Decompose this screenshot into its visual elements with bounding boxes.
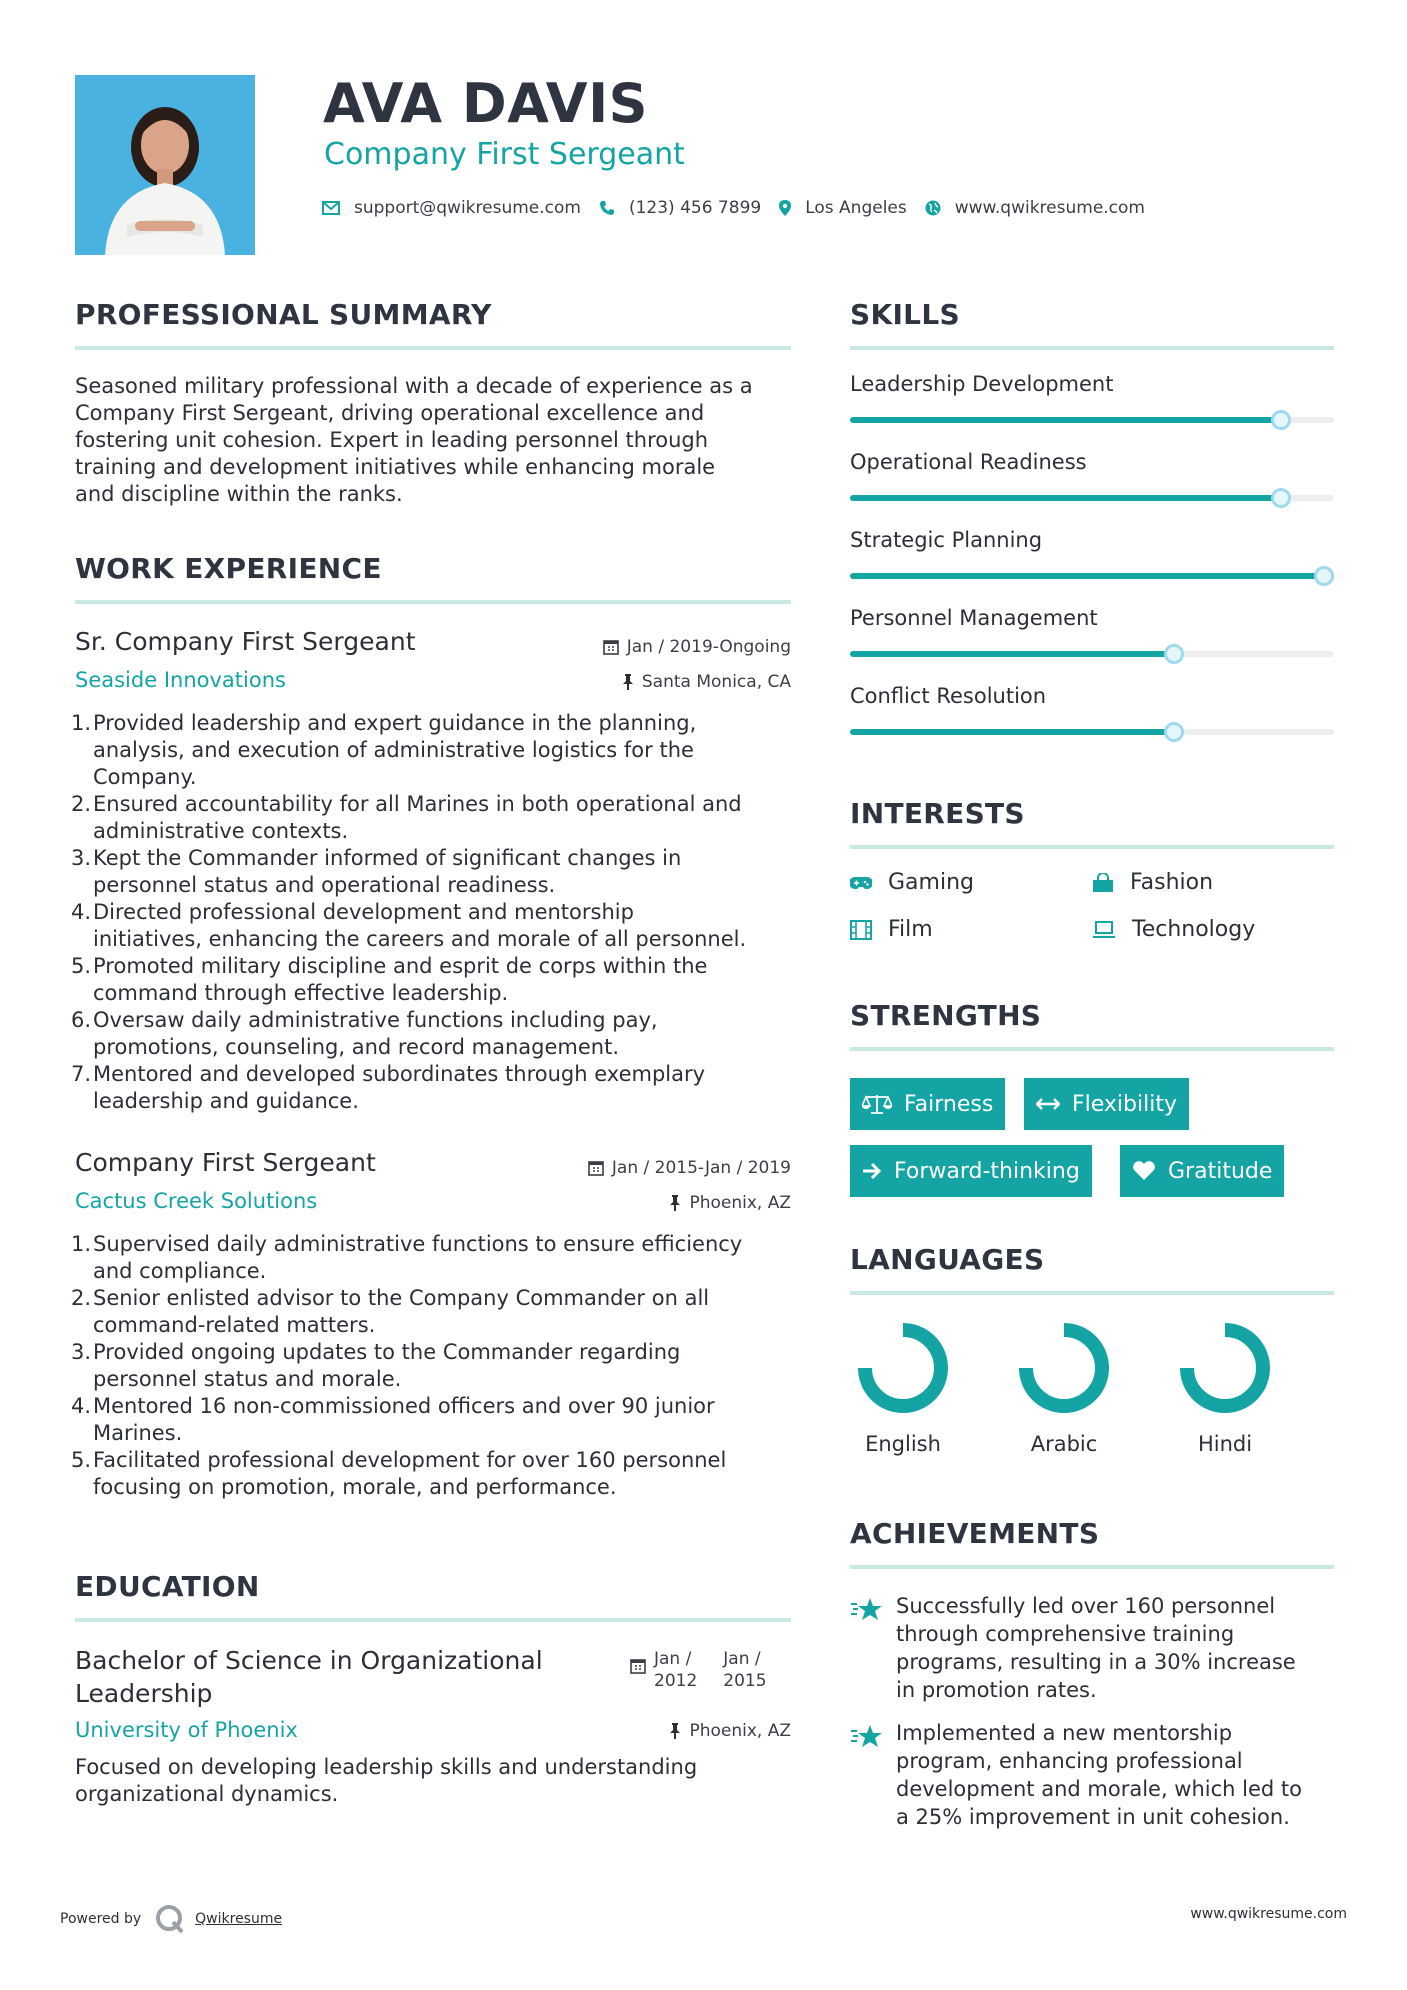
footer-powered-by: [60, 1904, 282, 1934]
candidate-title: Company First Sergeant: [324, 137, 685, 172]
film-icon: [850, 920, 872, 940]
education-start-month: Jan /: [654, 1649, 692, 1669]
skills-list: [850, 372, 1334, 762]
duty-line: administrative contexts.: [93, 819, 349, 843]
duty-item: [71, 1339, 800, 1393]
calendar-icon: [603, 639, 619, 655]
duty-item: [71, 791, 800, 845]
skill-level-fill: [850, 651, 1174, 657]
interest-film: [850, 917, 933, 942]
education-dates: [630, 1648, 767, 1692]
interest-label: Gaming: [888, 870, 974, 895]
skill-level-handle: [1164, 644, 1184, 664]
duty-number: 1.: [71, 1232, 92, 1256]
summary-line: Company First Sergeant, driving operational excellence and: [75, 401, 705, 425]
skill-row: [850, 606, 1334, 684]
duty-line: Oversaw daily administrative functions including pay,: [93, 1008, 658, 1032]
duty-number: 4.: [71, 1394, 92, 1418]
interest-label: Film: [888, 917, 933, 942]
job-duties: [71, 1231, 800, 1501]
skill-level-fill: [850, 495, 1281, 501]
language-item: [1011, 1320, 1131, 1456]
language-level-arc: [1187, 1330, 1263, 1406]
skill-track: [850, 573, 1334, 579]
duty-item: [71, 1007, 800, 1061]
skill-level-handle: [1164, 722, 1184, 742]
skill-label: Leadership Development: [850, 372, 1114, 396]
skill-label: Conflict Resolution: [850, 684, 1047, 708]
duty-item: [71, 953, 800, 1007]
languages-list: [850, 1320, 1334, 1470]
job-date: [588, 1158, 791, 1178]
star-award-icon: [850, 1596, 884, 1622]
summary-rule: [75, 346, 791, 350]
phone-icon: [599, 200, 615, 216]
skill-track: [850, 495, 1334, 501]
arrows-horizontal-icon: [1036, 1097, 1060, 1111]
degree-title: [75, 1644, 543, 1710]
calendar-icon: [630, 1658, 646, 1674]
contact-phone[interactable]: [599, 198, 761, 218]
contact-website[interactable]: [925, 198, 1145, 218]
job-date-text: Jan / 2019-Ongoing: [626, 637, 791, 657]
skill-label: Personnel Management: [850, 606, 1098, 630]
duty-line: personnel status and operational readiness.: [93, 873, 556, 897]
duty-number: 4.: [71, 900, 92, 924]
achievement-text: [896, 1592, 1296, 1704]
achievement-line: development and morale, which led to: [896, 1777, 1302, 1801]
duty-item: [71, 845, 800, 899]
interests-rule: [850, 845, 1334, 849]
job-location-text: Phoenix, AZ: [689, 1193, 791, 1213]
achievement-line: a 25% improvement in unit cohesion.: [896, 1805, 1290, 1829]
interest-label: Technology: [1132, 917, 1256, 942]
strength-flexibility: [1024, 1078, 1189, 1130]
achievement-line: Successfully led over 160 personnel: [896, 1594, 1276, 1618]
calendar-icon: [588, 1160, 604, 1176]
duty-line: Ensured accountability for all Marines in both operational and: [93, 792, 742, 816]
summary-line: fostering unit cohesion. Expert in leading personnel through: [75, 428, 709, 452]
duty-line: personnel status and morale.: [93, 1367, 402, 1391]
language-ring: [850, 1320, 970, 1420]
website-text: www.qwikresume.com: [954, 198, 1145, 218]
education-end-year: 2015: [723, 1671, 767, 1691]
education-start-year: 2012: [654, 1671, 698, 1691]
strengths-heading: STRENGTHS: [850, 999, 1042, 1032]
shopping-bag-icon: [1092, 873, 1114, 893]
skill-row: [850, 372, 1334, 450]
strength-forward-thinking: [850, 1145, 1092, 1197]
education-end: [723, 1648, 766, 1692]
duty-line: Provided leadership and expert guidance in the planning,: [93, 711, 697, 735]
duty-line: command through effective leadership.: [93, 981, 509, 1005]
duty-line: promotions, counseling, and record management.: [93, 1035, 619, 1059]
job-duties: [71, 710, 800, 1115]
summary-text: [75, 373, 795, 508]
contact-bar: [322, 195, 1163, 221]
summary-line: and discipline within the ranks.: [75, 482, 403, 506]
job-location-text: Santa Monica, CA: [641, 672, 791, 692]
map-marker-icon: [779, 200, 791, 216]
languages-rule: [850, 1291, 1334, 1295]
duty-line: focusing on promotion, morale, and performance.: [93, 1475, 617, 1499]
contact-email[interactable]: [322, 198, 581, 218]
achievement-line: through comprehensive training: [896, 1622, 1235, 1646]
strength-gratitude: [1120, 1145, 1284, 1197]
duty-item: [71, 899, 800, 953]
duty-line: initiatives, enhancing the careers and morale of all personnel.: [93, 927, 747, 951]
achievement-text: [896, 1719, 1302, 1831]
duty-line: Promoted military discipline and esprit de corps within the: [93, 954, 708, 978]
achievement-line: program, enhancing professional: [896, 1749, 1243, 1773]
job-location: [669, 1193, 791, 1213]
duty-number: 3.: [71, 846, 92, 870]
duty-line: Directed professional development and mentorship: [93, 900, 634, 924]
achievement-item: [850, 1592, 1296, 1704]
duty-item: [71, 1231, 800, 1285]
duty-line: Senior enlisted advisor to the Company Commander on all: [93, 1286, 710, 1310]
education-end-month: Jan /: [723, 1649, 761, 1669]
interests-heading: INTERESTS: [850, 797, 1025, 830]
school-location: [669, 1721, 791, 1741]
duty-item: [71, 1285, 800, 1339]
laptop-icon: [1092, 921, 1116, 939]
skill-row: [850, 684, 1334, 762]
summary-line: training and development initiatives while enhancing morale: [75, 455, 716, 479]
experience-heading: WORK EXPERIENCE: [75, 552, 382, 585]
candidate-name: AVA DAVIS: [323, 72, 649, 135]
interest-label: Fashion: [1130, 870, 1214, 895]
duty-number: 5.: [71, 954, 92, 978]
footer-website[interactable]: www.qwikresume.com: [1190, 1906, 1347, 1922]
skill-level-handle: [1271, 488, 1291, 508]
strength-label: Forward-thinking: [894, 1158, 1080, 1184]
phone-text: (123) 456 7899: [628, 198, 762, 218]
achievement-item: [850, 1719, 1302, 1831]
degree-line: Bachelor of Science in Organizational: [75, 1646, 543, 1675]
skill-level-handle: [1271, 410, 1291, 430]
profile-photo: [75, 75, 255, 255]
job-company: Seaside Innovations: [75, 668, 286, 692]
duty-line: Facilitated professional development for over 160 personnel: [93, 1448, 727, 1472]
degree-line: Leadership: [75, 1679, 213, 1708]
skills-heading: SKILLS: [850, 298, 960, 331]
duty-line: Mentored and developed subordinates through exemplary: [93, 1062, 706, 1086]
education-desc-line: organizational dynamics.: [75, 1782, 339, 1806]
duty-number: 2.: [71, 1286, 92, 1310]
duty-number: 3.: [71, 1340, 92, 1364]
strengths-rule: [850, 1047, 1334, 1051]
language-label: Hindi: [1197, 1432, 1253, 1456]
strength-label: Gratitude: [1168, 1158, 1273, 1184]
achievement-line: programs, resulting in a 30% increase: [896, 1650, 1296, 1674]
education-description: [75, 1754, 800, 1808]
duty-number: 5.: [71, 1448, 92, 1472]
school-name: University of Phoenix: [75, 1718, 298, 1742]
languages-heading: LANGUAGES: [850, 1243, 1045, 1276]
skill-track: [850, 729, 1334, 735]
duty-line: Marines.: [93, 1421, 183, 1445]
skill-row: [850, 450, 1334, 528]
duty-line: Company.: [93, 765, 197, 789]
job-title: Company First Sergeant: [75, 1148, 376, 1177]
language-level-arc: [1026, 1330, 1102, 1406]
summary-line: Seasoned military professional with a decade of experience as a: [75, 374, 753, 398]
achievements-heading: ACHIEVEMENTS: [850, 1517, 1100, 1550]
interest-fashion: [1092, 870, 1213, 895]
pin-icon: [669, 1723, 681, 1739]
gamepad-icon: [850, 876, 872, 890]
job-date: [603, 637, 791, 657]
star-award-icon: [850, 1723, 884, 1749]
education-desc-line: Focused on developing leadership skills and understanding: [75, 1755, 698, 1779]
duty-item: [71, 1447, 800, 1501]
duty-item: [71, 710, 800, 791]
balance-scale-icon: [862, 1093, 892, 1115]
arrow-right-icon: [862, 1162, 882, 1180]
duty-line: Supervised daily administrative functions to ensure efficiency: [93, 1232, 743, 1256]
email-text: support@qwikresume.com: [354, 198, 581, 218]
language-label: Arabic: [1030, 1432, 1098, 1456]
contact-location: [779, 198, 907, 218]
language-item: [850, 1320, 970, 1456]
skill-row: [850, 528, 1334, 606]
education-start: [654, 1648, 697, 1692]
skill-level-fill: [850, 729, 1174, 735]
school-location-text: Phoenix, AZ: [689, 1721, 791, 1741]
location-text: Los Angeles: [805, 198, 907, 218]
skill-level-handle: [1314, 566, 1334, 586]
duty-number: 1.: [71, 711, 92, 735]
strength-label: Flexibility: [1072, 1091, 1177, 1117]
language-ring: [1011, 1320, 1131, 1420]
experience-rule: [75, 600, 791, 604]
envelope-icon: [322, 201, 340, 215]
duty-item: [71, 1061, 800, 1115]
job-title: Sr. Company First Sergeant: [75, 627, 416, 656]
globe-icon: [925, 200, 941, 216]
interest-technology: [1092, 917, 1255, 942]
interest-gaming: [850, 870, 974, 895]
skills-rule: [850, 346, 1334, 350]
achievement-line: in promotion rates.: [896, 1678, 1097, 1702]
skill-track: [850, 651, 1334, 657]
education-heading: EDUCATION: [75, 1570, 260, 1603]
duty-line: analysis, and execution of administrative logistics for the: [93, 738, 694, 762]
summary-heading: PROFESSIONAL SUMMARY: [75, 298, 492, 331]
education-rule: [75, 1618, 791, 1622]
duty-line: Provided ongoing updates to the Commander regarding: [93, 1340, 681, 1364]
duty-number: 6.: [71, 1008, 92, 1032]
duty-item: [71, 1393, 800, 1447]
footer-brand-link[interactable]: Qwikresume: [195, 1911, 283, 1927]
duty-line: and compliance.: [93, 1259, 267, 1283]
job-company: Cactus Creek Solutions: [75, 1189, 318, 1213]
achievement-line: Implemented a new mentorship: [896, 1721, 1233, 1745]
achievements-rule: [850, 1565, 1334, 1569]
strength-fairness: [850, 1078, 1005, 1130]
duty-line: leadership and guidance.: [93, 1089, 359, 1113]
duty-line: command-related matters.: [93, 1313, 376, 1337]
skill-label: Strategic Planning: [850, 528, 1043, 552]
language-label: English: [865, 1432, 941, 1456]
pin-icon: [669, 1195, 681, 1211]
duty-line: Kept the Commander informed of significant changes in: [93, 846, 682, 870]
skill-track: [850, 417, 1334, 423]
language-level-arc: [865, 1330, 941, 1406]
skill-level-fill: [850, 573, 1334, 579]
duty-line: Mentored 16 non-commissioned officers and over 90 junior: [93, 1394, 715, 1418]
heart-icon: [1132, 1161, 1156, 1181]
language-ring: [1172, 1320, 1292, 1420]
qwikresume-logo-icon: [155, 1904, 185, 1934]
skill-level-fill: [850, 417, 1281, 423]
job-date-text: Jan / 2015-Jan / 2019: [611, 1158, 791, 1178]
duty-number: 7.: [71, 1062, 92, 1086]
language-item: [1172, 1320, 1292, 1456]
powered-by-text: Powered by: [60, 1911, 142, 1927]
pin-icon: [622, 674, 634, 690]
duty-number: 2.: [71, 792, 92, 816]
job-location: [622, 672, 791, 692]
skill-label: Operational Readiness: [850, 450, 1087, 474]
strength-label: Fairness: [904, 1091, 994, 1117]
